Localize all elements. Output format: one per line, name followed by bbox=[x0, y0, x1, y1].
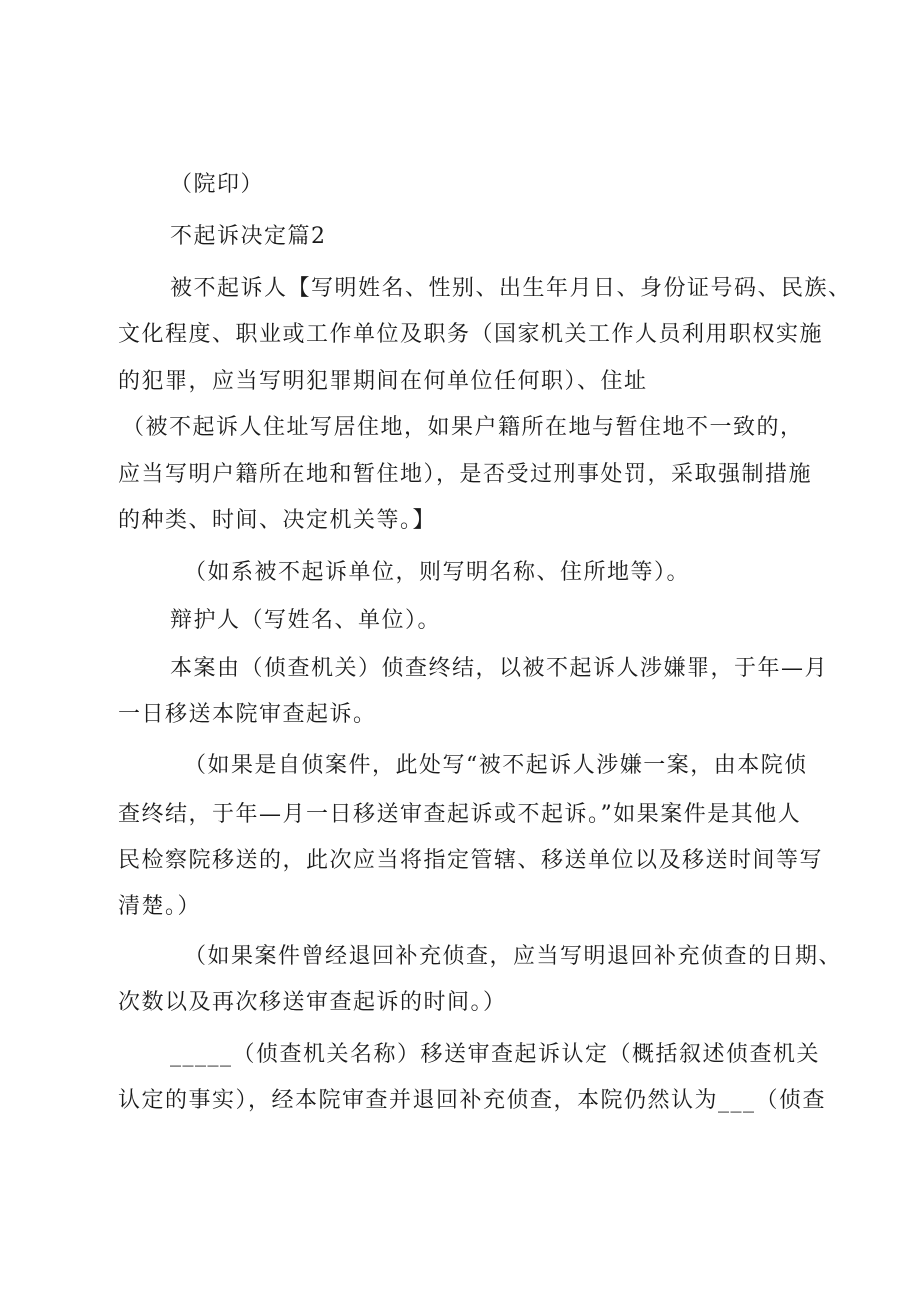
paragraph-line: 查终结，于年—月一日移送审查起诉或不起诉。”如果案件是其他人 bbox=[118, 802, 802, 827]
paragraph-line: 的种类、时间、决定机关等。】 bbox=[118, 508, 437, 533]
paragraph-line: （如系被不起诉单位，则写明名称、住所地等）。 bbox=[184, 560, 691, 585]
seal-note: （院印） bbox=[170, 172, 265, 197]
paragraph-line: 辩护人（写姓名、单位）。 bbox=[170, 608, 442, 633]
paragraph-line: 应当写明户籍所在地和暂住地），是否受过刑事处罚，采取强制措施 bbox=[118, 462, 813, 487]
paragraph-line: 被不起诉人【写明姓名、性别、出生年月日、身份证号码、民族、 bbox=[170, 276, 852, 301]
paragraph-line: 文化程度、职业或工作单位及职务（国家机关工作人员利用职权实施 bbox=[118, 322, 824, 347]
paragraph-line: 认定的事实），经本院审查并退回补充侦查，本院仍然认为___（侦查 bbox=[118, 1088, 827, 1113]
paragraph-line: 一日移送本院审查起诉。 bbox=[118, 702, 377, 727]
paragraph-line: 民检察院移送的，此次应当将指定管辖、移送单位以及移送时间等写 bbox=[118, 848, 824, 873]
section-title: 不起诉决定篇2 bbox=[170, 224, 327, 249]
paragraph-line: （如果是自侦案件，此处写“被不起诉人涉嫌一案，由本院侦 bbox=[184, 753, 808, 778]
paragraph-line: （被不起诉人住址写居住地，如果户籍所在地与暂住地不一致的， bbox=[122, 415, 804, 440]
paragraph-line: 清楚。） bbox=[118, 894, 202, 919]
paragraph-line: _____（侦查机关名称）移送审查起诉认定（概括叙述侦查机关 bbox=[170, 1042, 821, 1067]
paragraph-line: （如果案件曾经退回补充侦查，应当写明退回补充侦查的日期、 bbox=[184, 944, 843, 969]
paragraph-line: 本案由（侦查机关）侦查终结，以被不起诉人涉嫌罪，于年—月 bbox=[170, 656, 829, 681]
paragraph-line: 次数以及再次移送审查起诉的时间。） bbox=[118, 990, 507, 1015]
paragraph-line: 的犯罪，应当写明犯罪期间在何单位任何职）、住址 bbox=[118, 369, 648, 394]
